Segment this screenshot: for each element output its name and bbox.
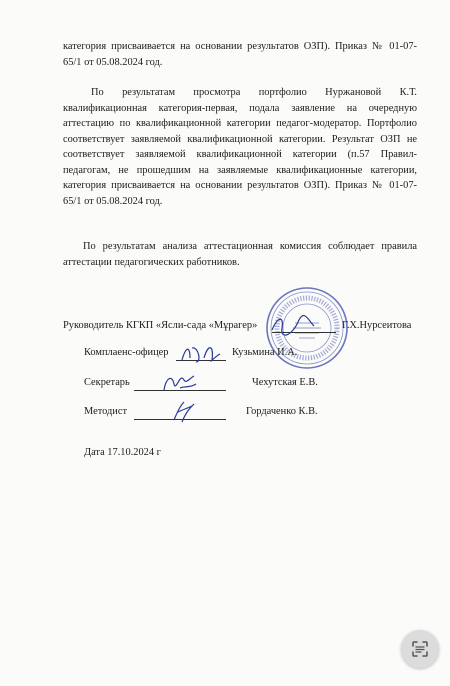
paragraph-portfolio-review <box>63 85 417 209</box>
text-line: 65/1 от 05.08.2024 год. <box>63 56 163 68</box>
signatory-role: Руководитель КГКП «Ясли-сада «Мұрагер» <box>63 320 258 331</box>
handwritten-signature <box>268 310 318 340</box>
signatory-role: Секретарь <box>84 377 130 388</box>
text-line: квалификационная категория-первая, подала заявление на очередную <box>63 102 417 114</box>
text-line: аттестации педагогических работников. <box>63 256 240 268</box>
scan-text-button[interactable] <box>401 630 439 668</box>
signatory-name: Г.Х.Нурсеитова <box>342 320 412 331</box>
text-line: По результатам просмотра портфолио Нуржановой К.Т. <box>91 87 417 98</box>
text-line: категория присваивается на основании результатов ОЗП). Приказ № 01-07- <box>63 180 417 191</box>
text-line: соответствует заявляемой квалификационной категории. Результат ОЗП не <box>63 133 417 145</box>
text-line: категория присваивается на основании результатов ОЗП). Приказ № 01-07- <box>63 41 417 52</box>
signatory-name: Гордаченко К.В. <box>246 406 318 417</box>
handwritten-signature <box>168 398 198 424</box>
signatory-role: Методист <box>84 406 128 417</box>
signatory-name: Чехутская Е.В. <box>252 377 318 388</box>
scan-text-icon <box>411 640 429 658</box>
paragraph-conclusion <box>63 239 417 270</box>
paragraph-continuation <box>63 39 417 70</box>
text-line: соответствует заявляемой квалификационной категории (п.57 Правил- <box>63 149 417 160</box>
signatory-name: Кузьмина И.А. <box>232 347 298 358</box>
document-date: Дата 17.10.2024 г <box>84 447 161 458</box>
text-line: педагогам, не прошедшим на заявляемые квалификационные категории, <box>63 164 417 176</box>
signatory-role: Комплаенс-офицер <box>84 347 169 358</box>
text-line: аттестацию по квалификационной категории педагог-модератор. Портфолио <box>63 118 417 129</box>
text-line: 65/1 от 05.08.2024 год. <box>63 195 163 207</box>
handwritten-signature <box>178 342 224 366</box>
signature-row-head <box>63 320 257 331</box>
handwritten-signature <box>160 368 200 396</box>
text-line: По результатам анализа аттестационная комиссия соблюдает правила <box>83 241 417 252</box>
